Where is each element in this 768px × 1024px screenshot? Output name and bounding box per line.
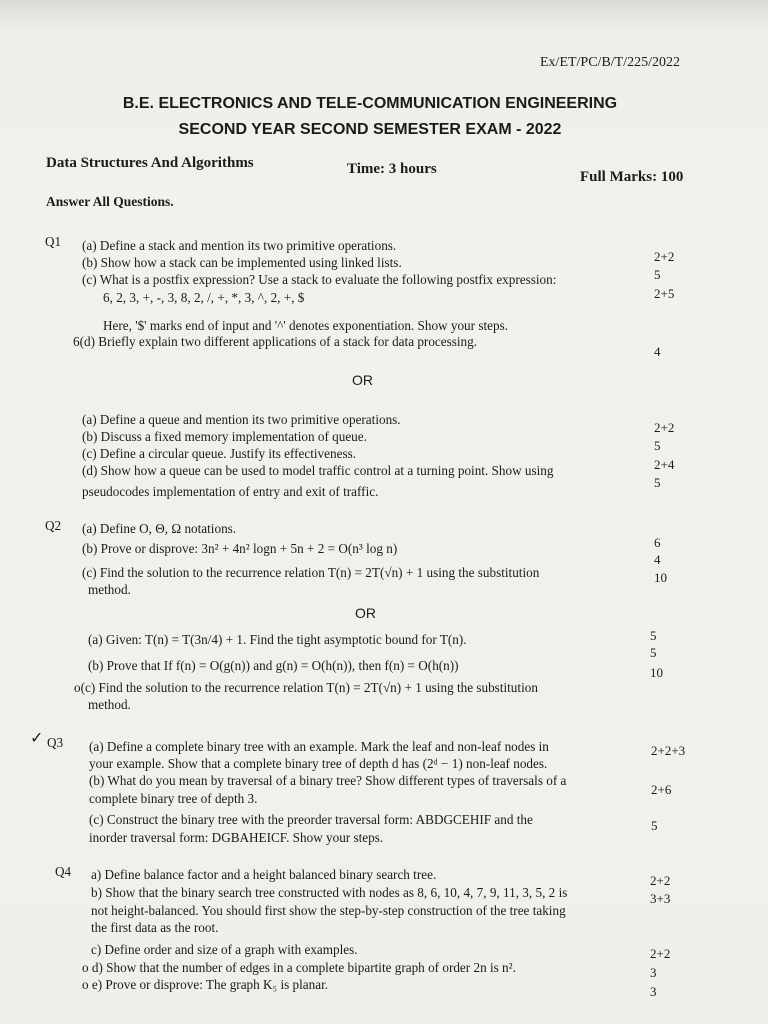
q2-part-b-marks: 4 bbox=[654, 552, 661, 567]
or-divider-q1: OR bbox=[352, 372, 373, 388]
q1-part-b-marks: 5 bbox=[654, 267, 661, 282]
q1-alt-part-b: (b) Discuss a fixed memory implementation of queue. bbox=[82, 429, 367, 444]
q2-part-b: (b) Prove or disprove: 3n² + 4n² logn + 5n + 2 = O(n³ log n) bbox=[82, 541, 398, 556]
question-number-q2: Q2 bbox=[45, 518, 62, 533]
question-number-q1: Q1 bbox=[45, 234, 62, 249]
q2-alt-part-a: (a) Given: T(n) = T(3n/4) + 1. Find the tight asymptotic bound for T(n). bbox=[88, 632, 467, 647]
q3-part-c-cont: inorder traversal form: DGBAHEICF. Show your steps. bbox=[89, 830, 384, 845]
q4-part-d: o d) Show that the number of edges in a complete bipartite graph of order 2n is n². bbox=[82, 960, 516, 975]
degree-title: B.E. ELECTRONICS AND TELE-COMMUNICATION ENGINEERING bbox=[122, 95, 618, 112]
q1-part-d: 6(d) Briefly explain two different applications of a stack for data processing. bbox=[73, 334, 478, 349]
q4-part-a: a) Define balance factor and a height balanced binary search tree. bbox=[91, 867, 437, 882]
q1-part-c-note: Here, '$' marks end of input and '^' denotes exponentiation. Show your steps. bbox=[103, 318, 509, 333]
q1-part-c: (c) What is a postfix expression? Use a stack to evaluate the following postfix expression: bbox=[82, 272, 557, 287]
paper-code: Ex/ET/PC/B/T/225/2022 bbox=[540, 55, 681, 70]
q1-part-d-marks: 4 bbox=[654, 344, 661, 359]
q3-part-c: (c) Construct the binary tree with the preorder traversal form: ABDGCEHIF and the bbox=[89, 812, 533, 827]
q3-part-b-marks: 2+6 bbox=[651, 782, 672, 797]
q1-part-c-expression: 6, 2, 3, +, -, 3, 8, 2, /, +, *, 3, ^, 2, +, $ bbox=[103, 290, 305, 305]
q2-alt-part-b: (b) Prove that If f(n) = O(g(n)) and g(n) = O(h(n)), then f(n) = O(h(n)) bbox=[88, 658, 459, 673]
q3-part-a-marks: 2+2+3 bbox=[651, 743, 686, 758]
q4-part-e-marks: 3 bbox=[650, 984, 657, 999]
q4-part-c-marks: 2+2 bbox=[650, 946, 671, 961]
q4-part-d-marks: 3 bbox=[650, 965, 657, 980]
q4-part-b-cont: not height-balanced. You should first show the step-by-step construction of the tree taking bbox=[91, 903, 566, 918]
check-mark-icon: ✓ bbox=[30, 730, 44, 747]
q2-alt-part-c-marks: 10 bbox=[650, 665, 663, 680]
full-marks: Full Marks: 100 bbox=[580, 169, 684, 185]
q2-part-c-marks: 10 bbox=[654, 570, 667, 585]
q1-alt-part-d-marks: 5 bbox=[654, 475, 661, 490]
instruction: Answer All Questions. bbox=[46, 194, 174, 209]
question-number-q3: Q3 bbox=[47, 735, 64, 750]
q1-part-b: (b) Show how a stack can be implemented using linked lists. bbox=[82, 255, 402, 270]
q3-part-a-cont: your example. Show that a complete binary tree of depth d has (2ᵈ − 1) non-leaf nodes. bbox=[89, 756, 548, 771]
q2-part-c: (c) Find the solution to the recurrence relation T(n) = 2T(√n) + 1 using the substitution bbox=[82, 565, 540, 580]
q4-part-c: c) Define order and size of a graph with examples. bbox=[91, 942, 358, 957]
q1-alt-part-d: (d) Show how a queue can be used to model traffic control at a turning point. Show using bbox=[82, 463, 554, 478]
or-divider-q2: OR bbox=[355, 605, 376, 621]
q1-part-a-marks: 2+2 bbox=[654, 249, 675, 264]
q2-alt-part-b-marks: 5 bbox=[650, 645, 657, 660]
q4-part-b-marks: 3+3 bbox=[650, 891, 671, 906]
q2-alt-part-c: o(c) Find the solution to the recurrence relation T(n) = 2T(√n) + 1 using the substitution bbox=[74, 680, 538, 695]
q4-part-b-cont2: the first data as the root. bbox=[91, 920, 219, 935]
q2-alt-part-a-marks: 5 bbox=[650, 628, 657, 643]
q1-alt-part-d-cont: pseudocodes implementation of entry and exit of traffic. bbox=[82, 484, 379, 499]
q2-part-a: (a) Define O, Θ, Ω notations. bbox=[82, 521, 237, 536]
q1-alt-part-b-marks: 5 bbox=[654, 438, 661, 453]
exam-time: Time: 3 hours bbox=[347, 161, 437, 177]
q2-alt-part-c-cont: method. bbox=[88, 697, 131, 712]
q4-part-b: b) Show that the binary search tree constructed with nodes as 8, 6, 10, 4, 7, 9, 11, 3, 5, 2 is bbox=[91, 885, 568, 900]
q3-part-c-marks: 5 bbox=[651, 818, 658, 833]
q3-part-b: (b) What do you mean by traversal of a binary tree? Show different types of traversals of a bbox=[89, 773, 567, 788]
q3-part-b-cont: complete binary tree of depth 3. bbox=[89, 791, 258, 806]
q1-part-a: (a) Define a stack and mention its two primitive operations. bbox=[82, 238, 397, 253]
q1-alt-part-a-marks: 2+2 bbox=[654, 420, 675, 435]
exam-title: SECOND YEAR SECOND SEMESTER EXAM - 2022 bbox=[178, 121, 562, 138]
q4-part-a-marks: 2+2 bbox=[650, 873, 671, 888]
question-number-q4: Q4 bbox=[55, 864, 72, 879]
q1-part-c-marks: 2+5 bbox=[654, 286, 675, 301]
q2-part-c-cont: method. bbox=[88, 582, 131, 597]
q1-alt-part-c: (c) Define a circular queue. Justify its effectiveness. bbox=[82, 446, 357, 461]
q2-part-a-marks: 6 bbox=[654, 535, 661, 550]
subject-name: Data Structures And Algorithms bbox=[46, 155, 254, 171]
q1-alt-part-a: (a) Define a queue and mention its two primitive operations. bbox=[82, 412, 401, 427]
q3-part-a: (a) Define a complete binary tree with an example. Mark the leaf and non-leaf nodes in bbox=[89, 739, 549, 754]
q1-alt-part-c-marks: 2+4 bbox=[654, 457, 675, 472]
q4-part-e: o e) Prove or disprove: The graph K₅ is planar. bbox=[82, 977, 329, 992]
